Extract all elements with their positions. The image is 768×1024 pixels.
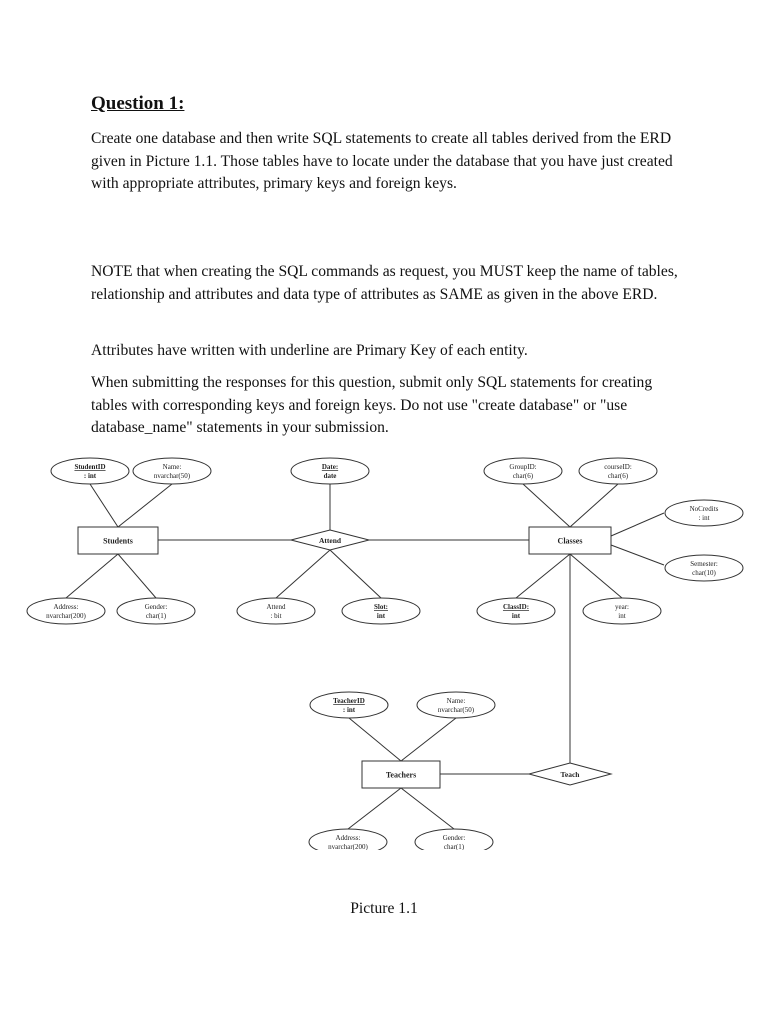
- submission-note: When submitting the responses for this question, submit only SQL statements for creating tables with corresponding keys and foreign keys. Do not use "create database" or "use database_name" statements in your submission.: [91, 374, 653, 436]
- attribute-attend-slot: [342, 598, 420, 624]
- figure-caption: Picture 1.1: [350, 900, 418, 917]
- attribute-attend-attend-type: : bit: [270, 612, 282, 620]
- attribute-student-address-type: nvarchar(200): [46, 612, 86, 620]
- erd-shapes: [27, 458, 743, 850]
- attribute-teacher-name: [417, 692, 495, 718]
- attribute-student-name: [133, 458, 211, 484]
- attribute-student-gender-type: char(1): [145, 612, 167, 620]
- attribute-class-course-id-type: char(6): [607, 472, 629, 480]
- attribute-student-id: [51, 458, 129, 484]
- attribute-class-year: [583, 598, 661, 624]
- attribute-class-nocredits-name: NoCredits: [689, 505, 719, 513]
- attribute-student-address-name: Address:: [53, 603, 79, 611]
- attribute-class-group-id-name: GroupID:: [509, 463, 537, 471]
- entity-classes-label: Classes: [557, 536, 583, 546]
- attribute-student-id-name: StudentID: [74, 463, 106, 471]
- attribute-class-class-id-name: ClassID:: [502, 603, 530, 611]
- attribute-student-gender-name: Gender:: [144, 603, 168, 611]
- attribute-student-name-type: nvarchar(50): [153, 472, 191, 480]
- attribute-class-semester: [665, 555, 743, 581]
- attribute-class-semester-type: char(10): [692, 569, 716, 577]
- attribute-teacher-id-name: TeacherID: [333, 697, 365, 705]
- attribute-teacher-address-name: Address:: [335, 834, 361, 842]
- attribute-class-semester-name: Semester:: [690, 560, 718, 568]
- attribute-attend-date: [291, 458, 369, 484]
- erd-labels: [46, 463, 718, 850]
- erd-diagram: [0, 450, 768, 850]
- attribute-student-address: [27, 598, 105, 624]
- relationship-attend-label: Attend: [318, 536, 342, 545]
- attribute-student-id-type: : int: [83, 472, 97, 480]
- question-title: Question 1:: [91, 93, 185, 114]
- attribute-attend-slot-name: Slot:: [374, 603, 388, 611]
- attribute-class-class-id: [477, 598, 555, 624]
- attribute-attend-attend: [237, 598, 315, 624]
- attribute-class-course-id: [579, 458, 657, 484]
- attribute-teacher-id: [310, 692, 388, 718]
- attribute-attend-attend-name: Attend: [266, 603, 286, 611]
- instruction-paragraph: Create one database and then write SQL statements to create all tables derived from the ERD given in Picture 1.1. Those tables have to locate under the database that you have just created with appropriate attributes, primary keys and foreign keys.: [91, 130, 673, 192]
- primary-key-note: Attributes have written with underline are Primary Key of each entity.: [91, 342, 528, 359]
- attribute-class-class-id-type: int: [511, 612, 521, 620]
- relationship-teach-label: Teach: [560, 770, 580, 779]
- attribute-class-nocredits: [665, 500, 743, 526]
- attribute-class-group-id: [484, 458, 562, 484]
- note-paragraph: NOTE that when creating the SQL commands as request, you MUST keep the name of tables, relationship and attributes and data type of attributes as SAME as given in the above ERD.: [91, 263, 678, 303]
- attribute-teacher-name-name: Name:: [446, 697, 466, 705]
- attribute-attend-slot-type: int: [376, 612, 386, 620]
- attribute-attend-date-type: date: [323, 472, 337, 480]
- attribute-teacher-address-type: nvarchar(200): [328, 843, 368, 850]
- attribute-teacher-gender-type: char(1): [443, 843, 465, 850]
- attribute-class-course-id-name: courseID:: [604, 463, 632, 471]
- attribute-teacher-name-type: nvarchar(50): [437, 706, 475, 714]
- attribute-student-name-name: Name:: [162, 463, 182, 471]
- attribute-student-gender: [117, 598, 195, 624]
- attribute-teacher-id-type: : int: [342, 706, 356, 714]
- entity-teachers-label: Teachers: [385, 770, 417, 780]
- entity-students-label: Students: [103, 536, 133, 546]
- attribute-class-year-type: int: [618, 612, 626, 620]
- attribute-attend-date-name: Date:: [321, 463, 339, 471]
- attribute-teacher-gender-name: Gender:: [442, 834, 466, 842]
- attribute-class-nocredits-type: : int: [698, 514, 710, 522]
- attribute-class-year-name: year:: [615, 603, 629, 611]
- attribute-class-group-id-type: char(6): [512, 472, 534, 480]
